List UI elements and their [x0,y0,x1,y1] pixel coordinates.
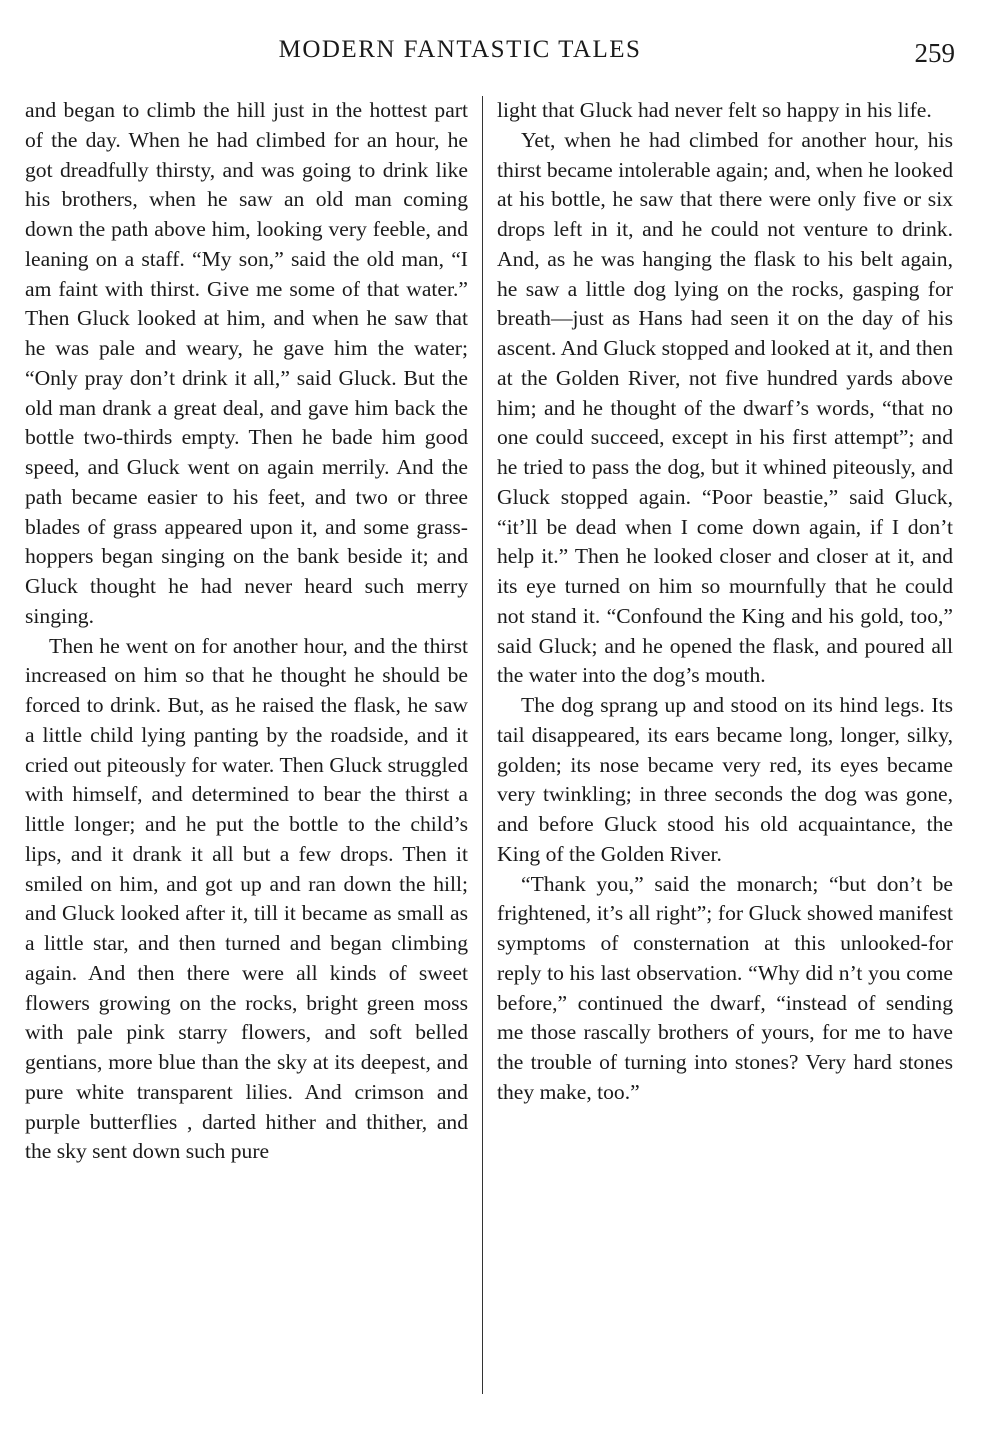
paragraph: “Thank you,” said the monarch; “but don’t be frightened, it’s all right”; for Gluck showed manifest symptoms of consternation at this unlooked-for reply to his last observation. “Why did n’t you come before,” continued the dwarf, “instead of sending me those rascally brothers of yours, for me to have the trouble of turning into stones? Very hard stones they make, too.” [497,871,953,1104]
left-column [25,96,468,1167]
paragraph: light that Gluck had never felt so happy in his life. [497,98,932,122]
paragraph: Then he went on for another hour, and the thirst increased on him so that he thought he should be forced to drink. But, as he raised the flask, he saw a little child lying panting by the roadside, and it cried out piteously for water. Then Gluck struggled with himself, and determined to bear the thirst a little longer; and he put the bottle to the child’s lips, and it drank it all but a few drops. Then it smiled on him, and got up and ran down the hill; and Gluck looked after it, till it became as small as a little star, and then turned and began climbing again. And then there were all kinds of sweet flowers growing on the rocks, bright green moss with pale pink starry flowers, and soft belled gentians, more blue than the sky at its deepest, and pure white transparent lilies. And crimson and purple butterflies , darted hither and thither, and the sky sent down such pure [25,633,468,1164]
paragraph: The dog sprang up and stood on its hind legs. Its tail disappeared, its ears became long, longer, silky, golden; its nose became very red, its eyes became very twinkling; in three seconds the dog was gone, and before Gluck stood his old acquaintance, the King of the Golden River. [497,693,953,866]
page-header [0,36,1000,76]
paragraph: Yet, when he had climbed for another hour, his thirst became intolerable again; and, when he looked at his bottle, he saw that there were only five or six drops left in it, and he could not venture to drink. And, as he was hanging the flask to his belt again, he saw a little dog lying on the rocks, gasping for breath—just as Hans had seen it on the day of his ascent. And Gluck stopped and looked at it, and then at the Golden River, not five hundred yards above him; and he thought of the dwarf’s words, “that no one could succeed, except in his first attempt”; and he tried to pass the dog, but it whined piteously, and Gluck stopped again. “Poor beastie,” said Gluck, “it’ll be dead when I come down again, if I don’t help it.” Then he looked closer and closer at it, and its eye turned on him so mournfully that he could not stand it. “Confound the King and his gold, too,” said Gluck; and he opened the flask, and poured all the water into the dog’s mouth. [497,127,953,688]
right-column [497,96,953,1108]
running-head: MODERN FANTASTIC TALES [278,36,642,63]
paragraph: and began to climb the hill just in the hottest part of the day. When he had climbed for an hour, he got dreadfully thirsty, and was going to drink like his brothers, when he saw an old man coming down the path above him, looking very feeble, and leaning on a staff. “My son,” said the old man, “I am faint with thirst. Give me some of that water.” Then Gluck looked at him, and when he saw that he was pale and weary, he gave him the water; “Only pray don’t drink it all,” said Gluck. But the old man drank a great deal, and gave him back the bottle two-thirds empty. Then he bade him good speed, and Gluck went on again merrily. And the path became easier to his feet, and two or three blades of grass appeared upon it, and some grass-hoppers began singing on the bank beside it; and Gluck thought he had never heard such merry singing. [25,98,468,628]
page-number: 259 [914,38,955,68]
column-divider [482,96,483,1394]
